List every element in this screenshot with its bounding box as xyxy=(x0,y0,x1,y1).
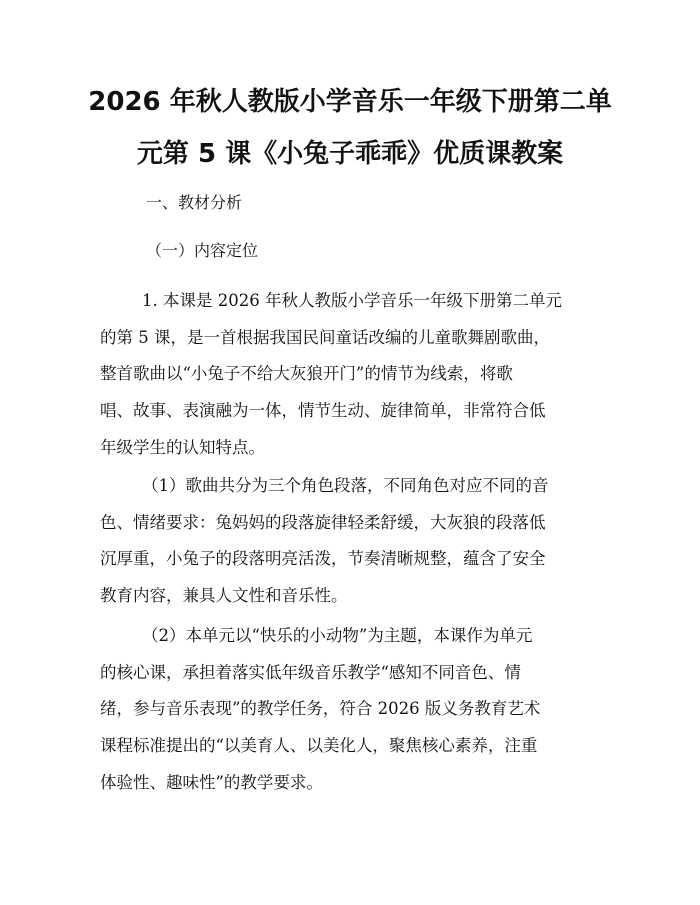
paragraph-line: 体验性、趣味性”的教学要求。 xyxy=(100,772,323,792)
paragraph-line: 1. 本课是 2026 年秋人教版小学音乐一年级下册第二单元 xyxy=(142,291,562,310)
paragraph-line: 整首歌曲以“小兔子不给大灰狼开门”的情节为线索，将歌 xyxy=(100,364,513,384)
paragraph-line: 教育内容，兼具人文性和音乐性。 xyxy=(100,586,348,606)
paragraph-line: （2）本单元以“快乐的小动物”为主题，本课作为单元 xyxy=(142,626,533,645)
paragraph-line: 唱、故事、表演融为一体，情节生动、旋律简单，非常符合低 xyxy=(100,401,546,421)
paragraph-content-2 xyxy=(100,468,600,615)
title-line: 元第 5 课《小兔子乖乖》优质课教案 xyxy=(136,139,564,169)
paragraph-line: 绪，参与音乐表现”的教学任务，符合 2026 版义务教育艺术 xyxy=(100,699,541,719)
subsection-heading: （一）内容定位 xyxy=(146,241,259,260)
paragraph-line: 年级学生的认知特点。 xyxy=(100,437,265,457)
section-heading: 一、教材分析 xyxy=(146,193,243,212)
paragraph-line: 的第 5 课，是一首根据我国民间童话改编的儿童歌舞剧歌曲， xyxy=(100,327,550,347)
title-line: 2026 年秋人教版小学音乐一年级下册第二单 xyxy=(88,87,612,117)
paragraph-content-3 xyxy=(100,618,600,802)
paragraph-line: 的核心课，承担着落实低年级音乐教学“感知不同音色、情 xyxy=(100,662,521,682)
paragraph-line: 色、情绪要求：兔妈妈的段落旋律轻柔舒缓，大灰狼的段落低 xyxy=(100,512,546,532)
paragraph-line: 沉厚重，小兔子的段落明亮活泼，节奏清晰规整，蕴含了安全 xyxy=(100,549,546,569)
paragraph-line: （1）歌曲共分为三个角色段落，不同角色对应不同的音 xyxy=(142,476,549,495)
paragraph-content-1 xyxy=(100,283,600,467)
paragraph-line: 课程标准提出的“以美育人、以美化人，聚焦核心素养，注重 xyxy=(100,736,538,756)
document-title xyxy=(86,76,614,180)
